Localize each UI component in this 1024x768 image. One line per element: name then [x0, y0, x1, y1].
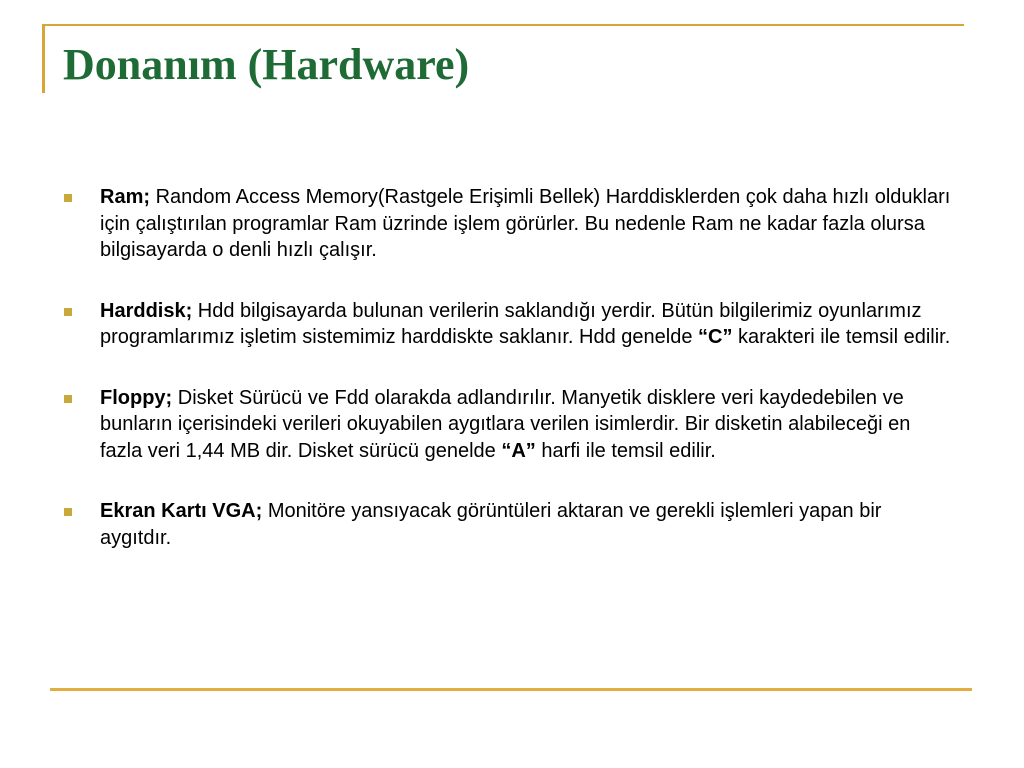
bullet-text: Hdd bilgisayarda bulunan verilerin saklandığı yerdir. Bütün bilgilerimiz oyunlarımız programlarımız işletim sistemimiz harddiskte saklanır. Hdd genelde: [100, 299, 922, 348]
left-accent-rule: [42, 24, 45, 93]
bullet-list: [64, 184, 954, 551]
bottom-rule: [50, 688, 972, 691]
bullet-text: Monitöre yansıyacak görüntüleri aktaran ve gerekli işlemleri yapan bir aygıtdır.: [100, 500, 882, 549]
square-bullet-icon: [64, 194, 72, 202]
top-rule: [42, 24, 964, 26]
bullet-vga: [64, 498, 954, 551]
bullet-ram: [64, 184, 954, 264]
bullet-text: Random Access Memory(Rastgele Erişimli Bellek) Harddisklerden çok daha hızlı oldukları için çalıştırılan programlar Ram üzrinde işlem görürler. Bu nedenle Ram ne kadar fazla olursa bilgisayarda o denli hızlı çalışır.: [100, 186, 951, 261]
bullet-term: Harddisk;: [100, 299, 193, 322]
square-bullet-icon: [64, 508, 72, 516]
bullet-text-end: harfi ile temsil edilir.: [535, 439, 716, 462]
bullet-floppy: [64, 385, 954, 465]
bullet-text: Disket Sürücü ve Fdd olarakda adlandırılır. Manyetik disklere veri kaydedebilen ve bunların içerisindeki verileri okuyabilen aygıtlara verilen isimlerdir. Bir disketin alabileceği en fazla veri 1,44 MB dir. Disket sürücü genelde: [100, 386, 911, 462]
bullet-emphasis: “A”: [501, 439, 536, 462]
square-bullet-icon: [64, 395, 72, 403]
slide-title: Donanım (Hardware): [63, 40, 470, 89]
bullet-emphasis: “C”: [698, 326, 733, 348]
bullet-term: Floppy;: [100, 386, 173, 409]
bullet-text-end: karakteri ile temsil edilir.: [732, 326, 951, 348]
square-bullet-icon: [64, 308, 72, 316]
bullet-term: Ekran Kartı VGA;: [100, 500, 263, 522]
bullet-term: Ram;: [100, 186, 151, 208]
bullet-harddisk: [64, 298, 954, 351]
